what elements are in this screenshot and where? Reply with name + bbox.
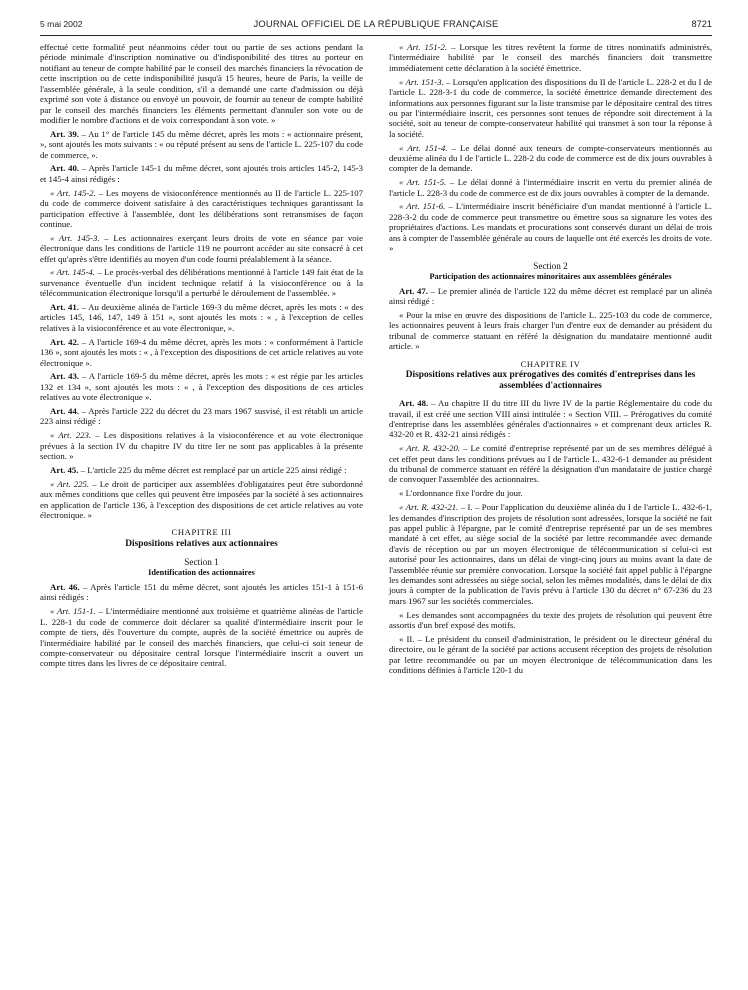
article-225 [40, 479, 363, 521]
section-title: Participation des actionnaires minoritaires aux assemblées générales [429, 272, 672, 281]
article-label: Art. 45. [50, 464, 79, 475]
paragraph: « II. – Le président du conseil d'administration, le président ou le directeur général du directoire, ou le gérant de la société par actions accusent réception des projets de résolution par lettre recommandée ou par un moyen électronique de télécommunication dans les conditions définies à l'article 120-1 du [389, 633, 712, 676]
article-text: – Lorsque les titres revêtent la forme de titres nominatifs administrés, l'intermédiaire habilité par le conseil des marchés financiers doit transmettre immédiatement cette déclaration à la société émettrice. [389, 42, 713, 73]
paragraph: effectué cette formalité peut néanmoins céder tout ou partie de ses actions pendant la période minimale d'inscription nominative ou d'indisponibilité des titres au porteur en notifiant au teneur de compte habilité par le conseil des marchés financiers la révocation de cette inscription ou de cette indisponibilité jusqu'à 15 heures, heure de Paris, la veille de l'assemblée générale, à la seule condition, s'il a demandé une carte d'admission ou déjà exprimé son vote à distance ou envoyé un pouvoir, de fournir au teneur de compte habilité par le conseil des marchés financiers les éléments permettant d'annuler son vote ou de modifier le nombre d'actions et de voix correspondant à son vote. » [40, 42, 363, 125]
article-label: « Art. 151-1. [50, 606, 96, 617]
article-text: – L'intermédiaire inscrit bénéficiaire d'un mandat mentionné à l'article L. 228-3-2 du code de commerce peut transmettre ou émettre sous sa signature les votes des propriétaires d'actions. Les mandats et procurations sont conservés durant un délai de trois ans à compter de l'assemblée générale au cours de laquelle ont été exercés les droits de vote. » [389, 201, 713, 254]
article-145-4 [40, 267, 363, 298]
article-text: – Les actionnaires exerçant leurs droits de vote en séance par voie électronique dans les conditions de l'article 119 ne pourront accéder au site consacré à cet effet qu'après s'être identifiés au moyen d'un code fourni préalablement à la séance. [40, 232, 364, 264]
article-43 [40, 371, 363, 402]
article-label: « Art. R. 432-20. [399, 443, 461, 454]
article-151-4 [389, 143, 712, 174]
left-column [40, 42, 363, 672]
article-text: – Le délai donné aux teneurs de compte-conservateurs mentionnés au deuxième alinéa du I de l'article L. 228-2 du code de commerce est de dix jours ouvrables à compter de la demande. [389, 142, 712, 174]
article-label: « Art. R. 432-21. [399, 502, 459, 513]
article-label: Art. 42. [50, 336, 80, 347]
article-label: « Art. 145-4. [50, 267, 95, 278]
article-text: – L'intermédiaire mentionné aux troisième et quatrième alinéas de l'article L. 228-1 du code de commerce doit déclarer sa qualité d'intermédiaire inscrit pour le compte de tiers, dès l'ouverture du compte, auprès de la société émettrice ou auprès de l'intermédiaire habilité par le conseil des marchés financiers, que celui-ci soit teneur de compte-conservateur ou dépositaire central lorsque l'intermédiaire inscrit a ouvert un compte titres dans les livres de ce dépositaire central. [40, 606, 363, 669]
article-label: Art. 43. [50, 371, 80, 382]
article-151-3 [389, 77, 712, 140]
article-151-2 [389, 42, 712, 73]
article-label: « Art. 145-2. [50, 187, 96, 198]
section-title: Identification des actionnaires [148, 568, 255, 578]
article-text: – Au 1° de l'article 145 du même décret, après les mots : « actionnaire présent, », sont ajoutés les mots suivants : « ou réputé présent au sens de l'article L. 225-107 du code de commerce, ». [40, 128, 363, 160]
article-label: Art. 41. [50, 302, 79, 313]
article-label: Art. 39. [50, 128, 79, 139]
page-header [40, 17, 712, 33]
section-heading: Section 2 [533, 260, 568, 271]
paragraph: « Les demandes sont accompagnées du texte des projets de résolution qui peuvent être assortis d'un bref exposé des motifs. [389, 609, 712, 631]
article-41 [40, 302, 363, 333]
article-151-6 [389, 201, 712, 253]
article-text: – Au chapitre II du titre III du livre IV de la partie Réglementaire du code du travail, il est créé une section VIII ainsi intitulée : « Section VIII. – Prérogatives du comité d'entreprise dans les assemblées générales d'actionnaires » et comprenant deux articles R. 432-20 et R. 432-21 ainsi rédigés : [389, 398, 712, 440]
article-text: – Le comité d'entreprise représenté par un de ses membres délégué à cet effet peut dans les conditions prévues au I de l'article L. 432-6-1 demander au président du tribunal de commerce statuant en référé la désignation d'un mandataire de justice chargé de convoquer l'assemblée des actionnaires. [389, 443, 712, 485]
article-r432-21 [389, 502, 712, 606]
article-label: « Art. 225. [50, 478, 90, 489]
header-rule [40, 35, 712, 36]
section-heading: Section 1 [184, 556, 219, 567]
article-label: « Art. 223. [50, 430, 92, 441]
article-text: – Le procès-verbal des délibérations mentionné à l'article 149 fait état de la survenance éventuelle d'un incident technique relatif à la visioconférence ou à la télécommunication électronique lorsqu'il a perturbé le déroulement de l'assemblée. » [40, 267, 363, 299]
article-label: « Art. 151-6. [399, 201, 446, 212]
chapter-heading: CHAPITRE IV [520, 358, 581, 369]
article-text: – Le premier alinéa de l'article 122 du même décret est remplacé par un alinéa ainsi rédigé : [389, 285, 712, 307]
article-text: – Le droit de participer aux assemblées d'obligataires peut être subordonné aux mêmes conditions que celles qui peuvent être imposées par la société à ses actionnaires en application de l'article 136, à l'exception des dispositions de cet article relatives au vote électronique. » [40, 478, 363, 520]
chapter-title: Dispositions relatives aux prérogatives des comités d'entreprises dans les assemblées d'actionnaires [405, 370, 696, 392]
article-label: « Art. 151-5. [399, 177, 447, 188]
article-text: – Les dispositions relatives à la visioconférence et au vote électronique prévues à la section IV du chapitre IV du titre Ier ne sont pas applicables à la présente section. » [40, 430, 363, 462]
article-42 [40, 337, 363, 368]
article-145-2 [40, 188, 363, 230]
article-label: Art. 46. [50, 582, 80, 593]
article-label: Art. 40. [50, 163, 80, 174]
article-46 [40, 582, 363, 603]
article-label: Art. 48. [399, 398, 429, 409]
article-45 [40, 465, 363, 475]
header-date: 5 mai 2002 [40, 19, 83, 29]
article-label: Art. 44. [50, 406, 79, 417]
page-number: 8721 [691, 19, 712, 29]
article-label: « Art. 151-3. [399, 76, 444, 87]
article-text: – A l'article 169-5 du même décret, après les mots : « est régie par les articles 132 et 134 », sont ajoutés les mots : « , à l'exception des dispositions de ces articles relatives au vote électronique ». [40, 371, 364, 403]
article-text: – Après l'article 222 du décret du 23 mars 1967 susvisé, il est rétabli un article 223 ainsi rédigé : [40, 406, 363, 427]
article-145-3 [40, 233, 363, 264]
article-label: « Art. 151-2. [399, 42, 448, 52]
chapter-heading: CHAPITRE III [171, 527, 232, 538]
article-text: – Après l'article 145-1 du même décret, sont ajoutés trois articles 145-2, 145-3 et 145-4 ainsi rédigés : [40, 163, 363, 184]
right-column [389, 42, 712, 679]
article-text: – Les moyens de visioconférence mentionnés au II de l'article L. 225-107 du code de commerce doivent satisfaire à des caractéristiques techniques garantissant la participation effective à l'assemblée, dont les délibérations sont retransmises de façon continue. [40, 187, 363, 229]
article-39 [40, 129, 363, 160]
article-label: « Art. 145-3. [50, 232, 100, 243]
article-text: – Lorsqu'en application des dispositions du II de l'article L. 228-2 et du I de l'article L. 228-3-1 du code de commerce, la société émettrice demande directement des informations aux personnes figurant sur la liste transmise par le dépositaire central des titres ou par l'intermédiaire inscrit, ces personnes sont tenues de répondre soit directement à la société, soit au teneur de compte-conservateur habilité qui transmet à son tour la réponse à la société. [389, 76, 712, 139]
article-text: – Le délai donné à l'intermédiaire inscrit en vertu du premier alinéa de l'article L. 228-3 du code de commerce est de dix jours ouvrables à compter de la demande. [389, 177, 712, 198]
article-223 [40, 430, 363, 461]
article-48 [389, 398, 712, 440]
article-47-quote: « Pour la mise en œuvre des dispositions de l'article L. 225-103 du code de commerce, les actionnaires peuvent à leurs frais charger l'un d'entre eux de demander au président du tribunal de commerce statuant en référé la désignation du mandataire mentionné audit article. » [389, 310, 712, 352]
article-151-5 [389, 177, 712, 198]
article-text: – Au deuxième alinéa de l'article 169-3 du même décret, après les mots : « des articles 145, 146, 147, 149 à 151 », sont ajoutés les mots : « , à l'exception de celles relatives à la visioconférence et au vote électronique, ». [40, 302, 363, 333]
article-label: Art. 47. [399, 285, 428, 296]
article-text: – L'article 225 du même décret est remplacé par un article 225 ainsi rédigé : [78, 464, 347, 475]
article-text: – A l'article 169-4 du même décret, après les mots : « conformément à l'article 136 », sont ajoutés les mots : « , à l'exception des dispositions de cet article relatives au vote électronique ». [40, 336, 363, 368]
article-40 [40, 163, 363, 184]
article-r432-20 [389, 443, 712, 485]
article-text: – Après l'article 151 du même décret, sont ajoutés les articles 151-1 à 151-6 ainsi rédigés : [40, 582, 363, 603]
journal-title: JOURNAL OFFICIEL DE LA RÉPUBLIQUE FRANÇAISE [253, 18, 499, 29]
paragraph: « L'ordonnance fixe l'ordre du jour. [399, 488, 523, 499]
article-label: « Art. 151-4. [399, 142, 448, 153]
article-47 [389, 286, 712, 307]
article-44 [40, 406, 363, 427]
article-text: – I. – Pour l'application du deuxième alinéa du I de l'article L. 432-6-1, les demandes d'inscription des projets de résolution sont adressées, lorsque la société ne fait pas appel public à l'épargne, par le comité d'entreprise représenté par un de ses membres mandaté à cet effet, au siège social de la société par lettre recommandée avec demande d'avis de réception ou par un moyen électronique de télécommunication si celui-ci est autorisé pour les actionnaires, dans un délai de vingt-cinq jours au moins avant la date de l'assemblée réunie sur première convocation. Lorsque la société fait appel public à l'épargne les demandes sont adressées au siège social, selon les mêmes modalités, dans le délai de dix jours à compter de la publication de l'avis prévu à l'article 130 du décret n° 67-236 du 23 mars 1967 sur les sociétés commerciales. [389, 502, 712, 606]
chapter-title: Dispositions relatives aux actionnaires [125, 538, 278, 549]
article-151-1 [40, 606, 363, 669]
